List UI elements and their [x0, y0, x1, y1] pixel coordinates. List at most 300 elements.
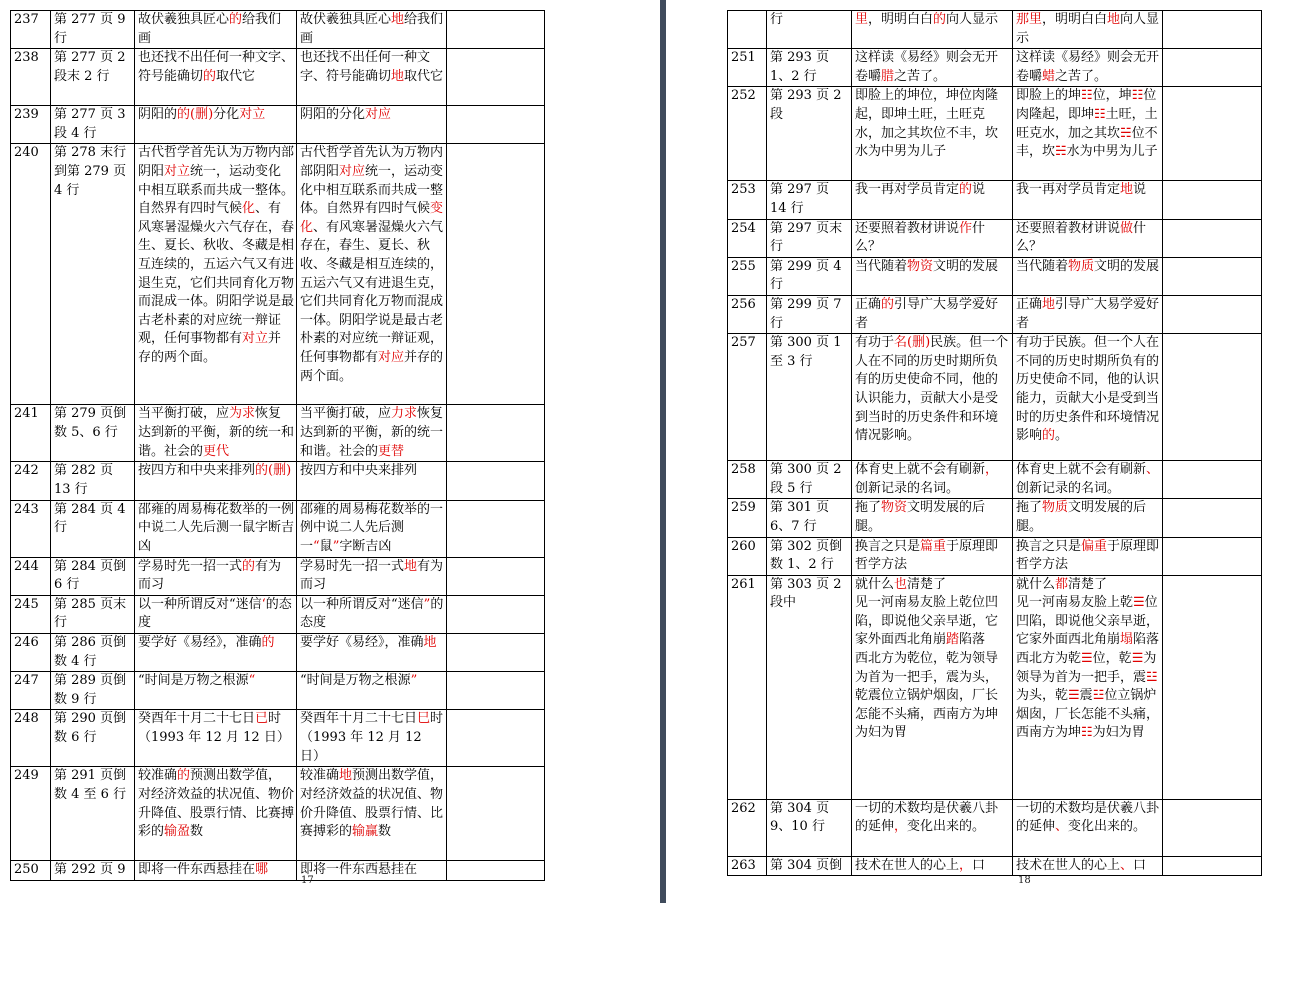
original-text-cell [852, 575, 1013, 799]
row-number: 252 [728, 87, 767, 181]
location-cell: 第 279 页倒数 5、6 行 [51, 405, 135, 462]
highlighted-text: 名(删) [894, 335, 931, 351]
table-body-right [728, 11, 1262, 876]
text-segment: 的态度 [138, 596, 292, 631]
page-number-left: 17 [301, 875, 314, 886]
text-segment: 向人显示 [1016, 12, 1160, 46]
location-cell: 第 302 页倒数 1、2 行 [767, 537, 852, 575]
row-number: 248 [11, 710, 51, 767]
original-text-cell [852, 856, 1013, 876]
text-segment: 位不丰，坎 [1016, 125, 1158, 160]
text-segment: 震 [1079, 688, 1093, 704]
note-cell [1163, 499, 1262, 537]
highlighted-text: 的 [177, 768, 191, 784]
text-segment: 引导广大易学爱好者 [855, 296, 999, 331]
corrected-text-cell [297, 49, 447, 106]
text-segment: 即脸上的坤位，坤位肉隆起，即坤土旺，土旺克水，加之其坎位不丰，坎水为中男为儿子 [855, 88, 999, 160]
table-row [11, 500, 545, 557]
text-segment: 预测出数学值，对经济效益的状况值、物价升降值、股票行情、比赛搏彩的 [138, 768, 295, 840]
text-segment: 、有风寒暑湿燥火六气存在，春生、夏长、秋收、冬藏是相互连续的，五运六气又有进退生克，它们共同育化万物而混成一体。阴阳学说是最古老朴素的对应统一辩证观，任何事物都有 [300, 219, 444, 365]
original-text-cell [852, 461, 1013, 499]
highlighted-text: ☰ [1133, 595, 1145, 611]
text-segment: 。 [1055, 428, 1069, 444]
text-segment: 即将一件东西悬挂在 [300, 862, 418, 878]
highlighted-text: 的 [242, 558, 256, 574]
corrected-text-cell [1013, 575, 1163, 799]
original-text-cell [135, 106, 297, 144]
text-segment: 引导广大易学爱好者 [1016, 296, 1160, 331]
note-cell [1163, 87, 1262, 181]
text-segment: 时（1993 年 12 月 12 日） [300, 711, 444, 764]
text-segment: 于原理即哲学方法 [1016, 538, 1160, 573]
highlighted-text: 物质 [1068, 258, 1095, 274]
text-segment: 以一种所谓反对“迷信 [300, 596, 424, 612]
highlighted-text: ☷ [1081, 88, 1093, 104]
text-segment: 土旺，土旺克水，加之其坎 [1016, 106, 1158, 141]
note-cell [447, 633, 545, 671]
text-segment: 学易时先一招一式 [300, 558, 405, 574]
highlighted-text: 地 [1107, 12, 1121, 27]
text-segment: 阴阳的 [138, 107, 178, 123]
location-cell: 第 284 页倒 6 行 [51, 557, 135, 595]
text-segment: 有功于 [855, 335, 895, 351]
text-segment: 换言之只是 [1016, 538, 1082, 554]
corrected-text-cell [1013, 537, 1163, 575]
highlighted-text: 对应 [365, 107, 392, 123]
highlighted-text: 地 [391, 12, 405, 27]
text-segment: 口 [1133, 857, 1147, 873]
row-number: 251 [728, 49, 767, 87]
highlighted-text: 变化 [300, 201, 444, 235]
text-segment: 位凹陷，即说他父亲早逝，它家外面西北角崩 [1016, 595, 1160, 648]
highlighted-text: 对应 [339, 163, 366, 179]
table-row [728, 799, 1262, 856]
row-number: 259 [728, 499, 767, 537]
text-segment: 这样读《易经》则会无开卷嚼 [1016, 50, 1160, 84]
text-segment: 变化出来的。 [1068, 819, 1147, 835]
text-segment: 民族。但一个人在不同的历史时期所负有的历史使命不同，他的认识能力，贡献大小是受到当时的历史条件和环境情况影响。 [855, 335, 1009, 444]
note-cell [1163, 219, 1262, 257]
location-cell: 第 282 页 13 行 [51, 462, 135, 500]
highlighted-text: 的(删) [255, 463, 292, 479]
text-segment: 位，坤 [1092, 88, 1132, 104]
text-segment: 数 [190, 824, 204, 840]
table-row [728, 49, 1262, 87]
highlighted-text: 的 [1042, 428, 1056, 444]
corrected-text-cell [1013, 11, 1163, 49]
highlighted-text: 对立 [239, 107, 266, 123]
note-cell [447, 11, 545, 49]
table-row [728, 537, 1262, 575]
table-row [11, 633, 545, 671]
text-segment: 给我们画 [138, 12, 282, 46]
corrected-text-cell [1013, 334, 1163, 461]
highlighted-text: 物资 [907, 258, 934, 274]
original-text-cell [852, 295, 1013, 333]
row-number: 239 [11, 106, 51, 144]
highlighted-text: ， [894, 819, 908, 835]
corrected-text-cell [1013, 499, 1163, 537]
text-segment: 字断吉凶 [339, 538, 392, 554]
original-text-cell [135, 595, 297, 633]
original-text-cell [135, 11, 297, 49]
highlighted-text: ” [410, 673, 418, 689]
original-text-cell [852, 181, 1013, 219]
row-number: 245 [11, 595, 51, 633]
highlighted-text: 对立 [242, 331, 269, 347]
text-segment: 口 [972, 857, 986, 873]
note-cell [1163, 257, 1262, 295]
table-row [11, 861, 545, 881]
text-segment: 这样读《易经》则会无开卷嚼 [855, 50, 999, 84]
row-number: 255 [728, 257, 767, 295]
highlighted-text: 输赢 [352, 824, 379, 840]
highlighted-text: 输盈 [164, 824, 191, 840]
page-divider [660, 0, 666, 903]
table-body-left [11, 11, 545, 881]
highlighted-text: ‘ [261, 596, 266, 612]
highlighted-text: ， [985, 462, 999, 478]
original-text-cell [135, 500, 297, 557]
text-segment: 文明的发展 [933, 258, 999, 274]
text-segment: 的态度 [300, 596, 444, 631]
text-segment: 当平衡打破，应 [300, 406, 392, 422]
table-row [728, 856, 1262, 876]
highlighted-text: 、 [1120, 857, 1134, 873]
text-segment: 拖了 [855, 500, 882, 516]
original-text-cell [852, 11, 1013, 49]
text-segment: 古代哲学首先认为万物内部阴阳 [138, 145, 295, 179]
note-cell [447, 462, 545, 500]
erratum-table-left [10, 10, 545, 881]
text-segment: 取代它 [216, 68, 256, 84]
highlighted-text: ☷ [1131, 88, 1144, 104]
text-segment: 说 [1133, 182, 1147, 198]
text-segment: 要学好《易经》，准确 [300, 634, 424, 650]
note-cell [447, 861, 545, 881]
original-text-cell [135, 405, 297, 462]
corrected-text-cell [1013, 257, 1163, 295]
note-cell [447, 106, 545, 144]
table-row [728, 295, 1262, 333]
table-row [11, 106, 545, 144]
highlighted-text: ☷ [1081, 725, 1093, 741]
note-cell [447, 49, 545, 106]
text-segment: 当代随着 [855, 258, 908, 274]
highlighted-text: 的 [959, 182, 973, 198]
original-text-cell [852, 219, 1013, 257]
text-segment: 文明发展的后腿。 [1016, 500, 1147, 534]
corrected-text-cell [1013, 219, 1163, 257]
location-cell: 第 293 页 1、2 行 [767, 49, 852, 87]
text-segment: 为妇为胃 [1092, 725, 1145, 741]
table-row [728, 87, 1262, 181]
table-row [728, 499, 1262, 537]
text-segment: 于原理即哲学方法 [855, 538, 999, 573]
location-cell: 第 277 页 9 行 [51, 11, 135, 49]
original-text-cell [135, 462, 297, 500]
text-segment: 体育史上就不会有刷新 [855, 462, 986, 478]
corrected-text-cell [297, 710, 447, 767]
text-segment: 还要照着教材讲说 [1016, 220, 1121, 236]
highlighted-text: 物质 [1042, 500, 1069, 516]
highlighted-text: ☰ [1068, 688, 1080, 704]
page-number-right: 18 [1018, 875, 1031, 886]
highlighted-text: 为求 [229, 406, 256, 422]
text-segment: “时间是万物之根源 [138, 673, 249, 689]
highlighted-text: 对应 [378, 349, 405, 365]
text-segment: 癸酉年十月二十七日 [138, 711, 256, 727]
location-cell: 第 284 页 4 行 [51, 500, 135, 557]
table-row [11, 672, 545, 710]
text-segment: 陷落 西北方为乾位，乾为领导为首为一把手，震为头，乾震位立锅炉烟囱，厂长怎能不头痛，西南方为坤为妇为胃 [855, 632, 999, 741]
original-text-cell [852, 257, 1013, 295]
note-cell [447, 500, 545, 557]
highlighted-text: “ [313, 538, 320, 554]
text-segment: 技术在世人的心上 [1016, 857, 1121, 873]
highlighted-text: 物资 [881, 500, 908, 516]
text-segment: 即将一件东西悬挂在 [138, 862, 256, 878]
table-row [728, 181, 1262, 219]
row-number: 249 [11, 767, 51, 861]
highlighted-text: 地 [391, 68, 405, 84]
highlighted-text: 偏重 [1081, 538, 1108, 554]
text-segment: 故伏羲独具匠心 [300, 12, 392, 27]
text-segment: 之苦了。 [894, 68, 947, 84]
location-cell: 第 290 页倒数 6 行 [51, 710, 135, 767]
row-number: 262 [728, 799, 767, 856]
row-number: 260 [728, 537, 767, 575]
text-segment: 我一再对学员肯定 [1016, 182, 1121, 198]
highlighted-text: 做 [1120, 220, 1134, 236]
text-segment: 为头，乾 [1016, 688, 1069, 704]
text-segment: 也还找不出任何一种文字、符号能确切 [138, 50, 295, 84]
text-segment: 正确 [1016, 296, 1043, 312]
highlighted-text: 的 [229, 12, 243, 27]
highlighted-text: “ [248, 673, 256, 689]
text-segment: 变化出来的。 [907, 819, 986, 835]
highlighted-text: ☵ [1055, 144, 1067, 160]
highlighted-text: 踏 [946, 632, 960, 648]
row-number: 253 [728, 181, 767, 219]
highlighted-text: 蜡 [1042, 68, 1056, 84]
text-segment: 恢复达到新的平衡，新的统一和谐。社会的 [300, 406, 444, 459]
text-segment: 取代它 [404, 68, 444, 84]
original-text-cell [135, 861, 297, 881]
note-cell [447, 710, 545, 767]
text-segment: 按四方和中央来排列 [300, 463, 418, 479]
highlighted-text: 也 [894, 576, 908, 592]
highlighted-text: ” [423, 596, 431, 612]
text-segment: 水为中男为儿子 [1066, 144, 1158, 160]
text-segment: 位立锅炉烟囱，厂长怎能不头痛，西南方为坤 [1016, 688, 1160, 741]
text-segment: 学易时先一招一式 [138, 558, 243, 574]
text-segment: 并存的两个面。 [138, 331, 282, 365]
corrected-text-cell [297, 405, 447, 462]
row-number: 261 [728, 575, 767, 799]
highlighted-text: 更代 [203, 443, 230, 459]
highlighted-text: 哪 [255, 862, 269, 878]
row-number: 250 [11, 861, 51, 881]
text-segment: 要学好《易经》，准确 [138, 634, 262, 650]
corrected-text-cell [297, 861, 447, 881]
corrected-text-cell [297, 672, 447, 710]
text-segment: 我一再对学员肯定 [855, 182, 960, 198]
text-segment: 邵雍的周易梅花数举的一例中说二人先后测一鼠字断吉凶 [138, 501, 295, 554]
text-segment: 恢复达到新的平衡，新的统一和谐。社会的 [138, 406, 295, 459]
row-number: 258 [728, 461, 767, 499]
location-cell: 第 299 页 4 行 [767, 257, 852, 295]
highlighted-text: ☳ [1092, 688, 1105, 704]
highlighted-text: ☳ [1146, 669, 1158, 685]
text-segment: 统一，运动变化中相互联系而共成一整体。自然界有四时气候 [138, 163, 295, 217]
text-segment: 分化 [213, 107, 240, 123]
location-cell: 第 299 页 7 行 [767, 295, 852, 333]
text-segment: 癸酉年十月二十七日 [300, 711, 418, 727]
row-number: 237 [11, 11, 51, 49]
note-cell [1163, 537, 1262, 575]
note-cell [1163, 49, 1262, 87]
text-segment: 给我们画 [300, 12, 444, 46]
text-segment: ，明明白白 [1042, 12, 1108, 27]
text-segment: 、有风寒暑湿燥火六气存在，春生、夏长、秋收、冬藏是相互连续的，五运六气又有进退生克，它们共同育化万物而混成一体。阴阳学说是最古老朴素的对应统一辩证观，任何事物都有 [138, 201, 295, 347]
corrected-text-cell [297, 633, 447, 671]
note-cell [1163, 856, 1262, 876]
text-segment: 什么？ [855, 220, 986, 255]
text-segment: 统一，运动变化中相互联系而共成一整体。自然界有四时气候 [300, 163, 444, 217]
highlighted-text: 那里 [1016, 12, 1043, 27]
text-segment: 当平衡打破，应 [138, 406, 230, 422]
row-number: 238 [11, 49, 51, 106]
location-cell: 第 277 页 2 段末 2 行 [51, 49, 135, 106]
highlighted-text: 地 [404, 558, 418, 574]
highlighted-text: 塌 [1120, 632, 1134, 648]
text-segment: 文明发展的后腿。 [855, 500, 986, 534]
corrected-text-cell [297, 557, 447, 595]
location-cell: 第 297 页末行 [767, 219, 852, 257]
original-text-cell [852, 799, 1013, 856]
table-row [11, 462, 545, 500]
corrected-text-cell [1013, 799, 1163, 856]
text-segment: 并存的两个面。 [300, 349, 444, 384]
text-segment: 数 [378, 824, 392, 840]
highlighted-text: 更替 [378, 443, 405, 459]
text-segment: 较准确 [300, 768, 340, 784]
row-number: 241 [11, 405, 51, 462]
text-segment: 什么？ [1016, 220, 1147, 255]
original-text-cell [135, 633, 297, 671]
note-cell [1163, 295, 1262, 333]
text-segment: 故伏羲独具匠心 [138, 12, 230, 27]
text-segment: 体育史上就不会有刷新 [1016, 462, 1147, 478]
text-segment: 有为而习 [300, 558, 444, 593]
row-number: 244 [11, 557, 51, 595]
text-segment: 也还找不出任何一种文字、符号能确切 [300, 50, 431, 84]
original-text-cell [135, 672, 297, 710]
highlighted-text: 作 [959, 220, 973, 236]
table-row [728, 257, 1262, 295]
text-segment: 说 [972, 182, 986, 198]
corrected-text-cell [297, 767, 447, 861]
text-segment: 陷落 西北方为乾 [1016, 632, 1160, 667]
text-segment: 清楚了 见一河南易友脸上乾位凹陷，即说他父亲早逝，它家外面西北角崩 [855, 576, 999, 648]
row-number [728, 11, 767, 49]
text-segment: 技术在世人的心上 [855, 857, 960, 873]
table-row [11, 595, 545, 633]
table-row [11, 710, 545, 767]
table-row [728, 334, 1262, 461]
note-cell [447, 767, 545, 861]
table-row [11, 144, 545, 405]
original-text-cell [135, 49, 297, 106]
text-segment: 之苦了。 [1055, 68, 1108, 84]
text-segment: 邵雍的周易梅花数举的一例中说二人先后测一 [300, 501, 444, 554]
note-cell [447, 672, 545, 710]
note-cell [1163, 799, 1262, 856]
location-cell: 第 289 页倒数 9 行 [51, 672, 135, 710]
note-cell [447, 144, 545, 405]
original-text-cell [852, 49, 1013, 87]
row-number: 246 [11, 633, 51, 671]
location-cell: 第 277 页 3 段 4 行 [51, 106, 135, 144]
text-segment: 有功于民族。但一个人在不同的历史时期所负有的历史使命不同，他的认识能力，贡献大小是受到当时的历史条件和环境情况影响 [1016, 335, 1160, 444]
highlighted-text: 的 [933, 12, 947, 27]
text-segment: 位肉隆起，即坤 [1016, 88, 1157, 122]
text-segment: 一切的术数均是伏羲八卦的延伸 [1016, 800, 1160, 835]
original-text-cell [852, 537, 1013, 575]
highlighted-text: 、 [1055, 819, 1069, 835]
original-text-cell [852, 334, 1013, 461]
text-segment: 还要照着教材讲说 [855, 220, 960, 236]
corrected-text-cell [1013, 87, 1163, 181]
table-row [728, 11, 1262, 49]
erratum-table-right [727, 10, 1262, 876]
location-cell: 第 303 页 2 段中 [767, 575, 852, 799]
row-number: 257 [728, 334, 767, 461]
note-cell [1163, 181, 1262, 219]
location-cell: 第 291 页倒数 4 至 6 行 [51, 767, 135, 861]
text-segment: 拖了 [1016, 500, 1043, 516]
highlighted-text: ☰ [1131, 651, 1144, 667]
location-cell: 行 [767, 11, 852, 49]
table-row [11, 11, 545, 49]
row-number: 263 [728, 856, 767, 876]
text-segment: 有为而习 [138, 558, 282, 593]
location-cell: 第 301 页 6、7 行 [767, 499, 852, 537]
location-cell: 第 286 页倒数 4 行 [51, 633, 135, 671]
highlighted-text: 已 [255, 711, 269, 727]
corrected-text-cell [297, 595, 447, 633]
highlighted-text: 地 [1120, 182, 1134, 198]
text-segment: 时（1993 年 12 月 12 日） [138, 711, 290, 745]
text-segment: “时间是万物之根源 [300, 673, 411, 689]
text-segment: 一切的术数均是伏羲八卦的延伸 [855, 800, 999, 835]
location-cell: 第 300 页 2 段 5 行 [767, 461, 852, 499]
original-text-cell [852, 87, 1013, 181]
highlighted-text: 巳 [417, 711, 431, 727]
original-text-cell [135, 767, 297, 861]
highlighted-text: 地 [1042, 296, 1056, 312]
highlighted-text: 对立 [164, 163, 191, 179]
table-row [728, 461, 1262, 499]
text-segment: 清楚了 见一河南易友脸上乾 [1016, 576, 1134, 611]
table-row [11, 557, 545, 595]
highlighted-text: ” [332, 538, 340, 554]
highlighted-text: 里 [855, 12, 869, 27]
highlighted-text: ☵ [1120, 125, 1132, 141]
note-cell [447, 595, 545, 633]
highlighted-text: ☷ [1094, 106, 1106, 122]
